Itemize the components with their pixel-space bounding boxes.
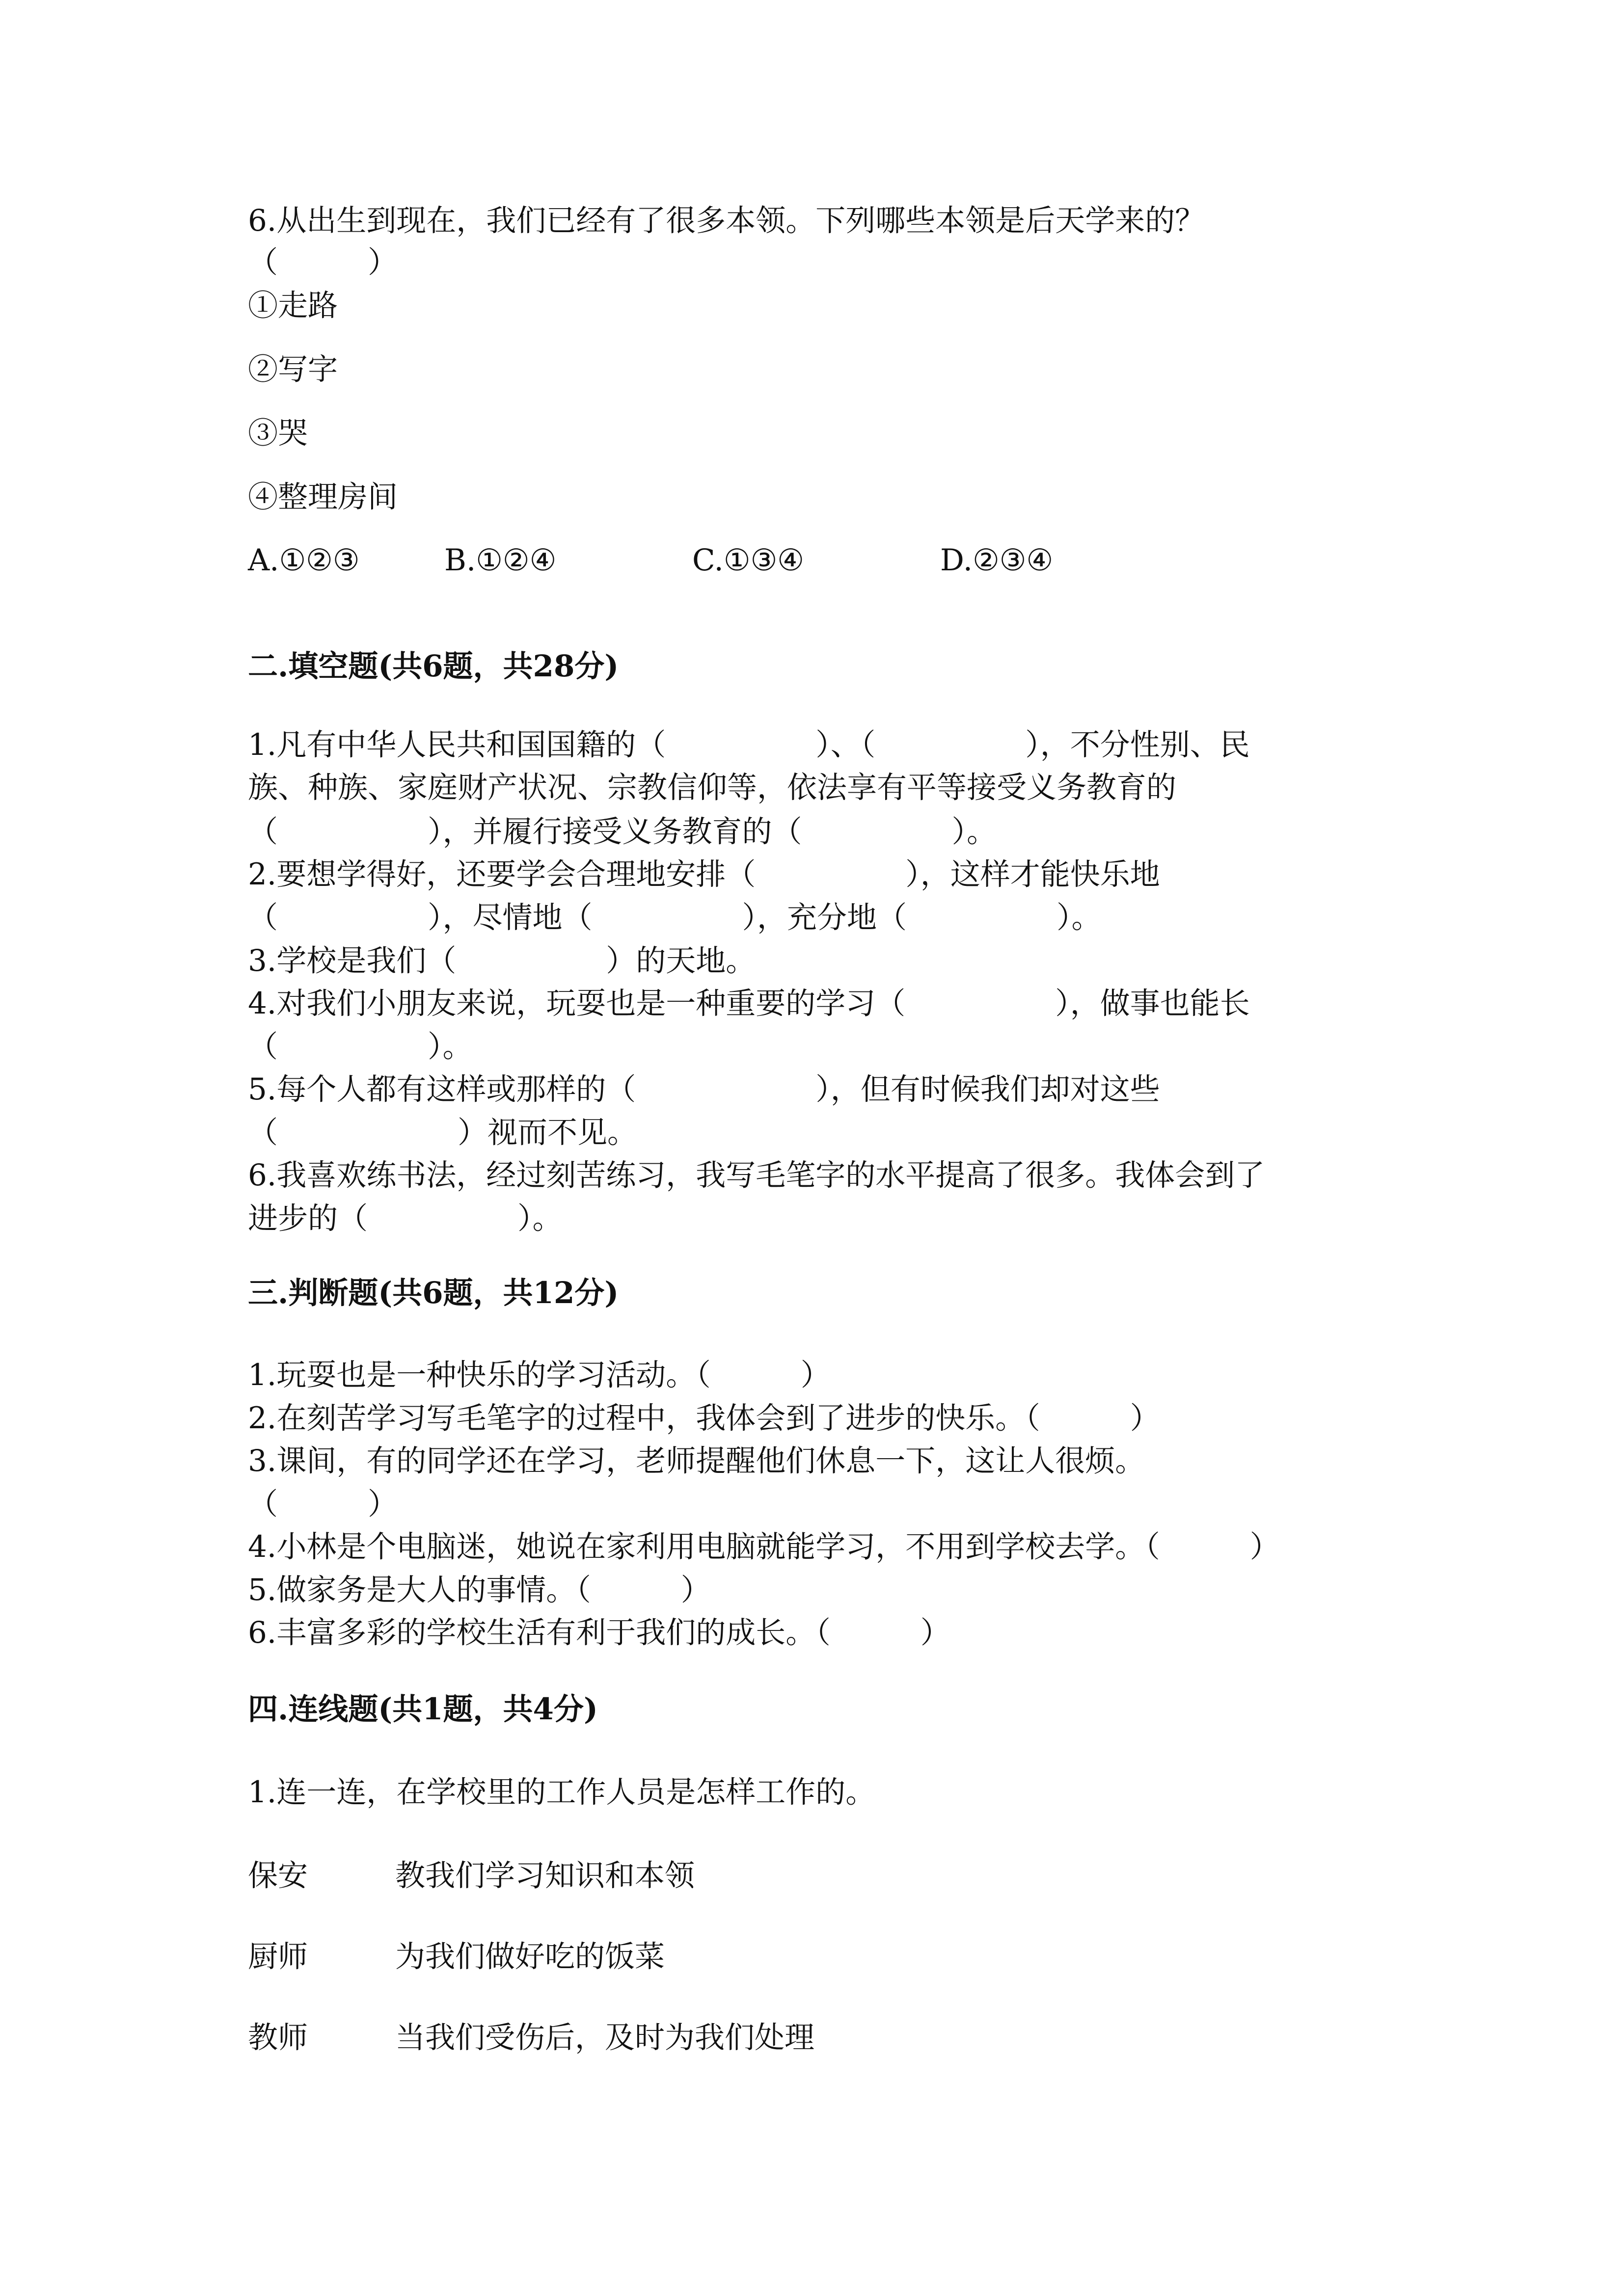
section3-heading: 三.判断题(共6题，共12分)	[248, 1276, 619, 1310]
matching-row	[248, 1856, 1230, 1896]
matching-duty: 教我们学习知识和本领	[395, 1858, 695, 1893]
q6-item: ③哭	[248, 416, 308, 451]
fill-blank-line: 3.学校是我们（ ）的天地。	[248, 943, 756, 978]
fill-blank-line: 进步的（ ）。	[248, 1201, 563, 1236]
true-false-line: （ ）	[248, 1487, 398, 1522]
matching-role: 教师	[248, 2020, 308, 2055]
fill-blank-line: 2.要想学得好，还要学会合理地安排（ ），这样才能快乐地	[248, 857, 1160, 892]
q6-options	[248, 541, 1377, 580]
true-false-line: 5.做家务是大人的事情。（ ）	[248, 1573, 711, 1607]
fill-blank-line: （ ）。	[248, 1029, 473, 1064]
matching-role: 保安	[248, 1858, 308, 1893]
q6-answer-blank: （ ）	[248, 245, 398, 280]
q6-option-b: B.①②④	[444, 543, 557, 578]
true-false-line: 6.丰富多彩的学校生活有利于我们的成长。（ ）	[248, 1615, 950, 1650]
true-false-line: 3.课间，有的同学还在学习，老师提醒他们休息一下，这让人很烦。	[248, 1443, 1145, 1478]
fill-blank-line: （ ）视而不见。	[248, 1115, 638, 1150]
section4-heading: 四.连线题(共1题，共4分)	[248, 1692, 598, 1727]
q6-option-d: D.②③④	[940, 543, 1054, 578]
q6-item: ①走路	[248, 288, 338, 323]
q6-option-c: C.①③④	[692, 543, 804, 578]
matching-role: 厨师	[248, 1939, 308, 1974]
matching-row	[248, 2018, 1230, 2057]
true-false-line: 2.在刻苦学习写毛笔字的过程中，我体会到了进步的快乐。（ ）	[248, 1401, 1160, 1436]
true-false-line: 1.玩耍也是一种快乐的学习活动。（ ）	[248, 1358, 831, 1392]
q6-item: ②写字	[248, 352, 338, 387]
section2-heading: 二.填空题(共6题，共28分)	[248, 649, 619, 684]
q6-item: ④整理房间	[248, 480, 398, 514]
fill-blank-line: 5.每个人都有这样或那样的（ ），但有时候我们却对这些	[248, 1072, 1160, 1107]
matching-duty: 为我们做好吃的饭菜	[395, 1939, 665, 1974]
fill-blank-line: （ ），并履行接受义务教育的（ ）。	[248, 814, 997, 849]
fill-blank-line: （ ），尽情地（ ），充分地（ ）。	[248, 900, 1102, 935]
fill-blank-line: 6.我喜欢练书法，经过刻苦练习，我写毛笔字的水平提高了很多。我体会到了	[248, 1158, 1265, 1193]
q6-option-a: A.①②③	[248, 543, 360, 578]
matching-question: 1.连一连，在学校里的工作人员是怎样工作的。	[248, 1775, 876, 1810]
matching-row	[248, 1937, 1230, 1976]
fill-blank-line: 4.对我们小朋友来说，玩耍也是一种重要的学习（ ），做事也能长	[248, 986, 1250, 1021]
q6-stem: 6.从出生到现在，我们已经有了很多本领。下列哪些本领是后天学来的？	[248, 203, 1205, 238]
fill-blank-line: 1.凡有中华人民共和国国籍的（ ）、（ ），不分性别、民	[248, 727, 1250, 762]
matching-duty: 当我们受伤后，及时为我们处理	[395, 2020, 815, 2055]
true-false-line: 4.小林是个电脑迷，她说在家利用电脑就能学习，不用到学校去学。（ ）	[248, 1529, 1280, 1564]
fill-blank-line: 族、种族、家庭财产状况、宗教信仰等，依法享有平等接受义务教育的	[248, 770, 1177, 805]
